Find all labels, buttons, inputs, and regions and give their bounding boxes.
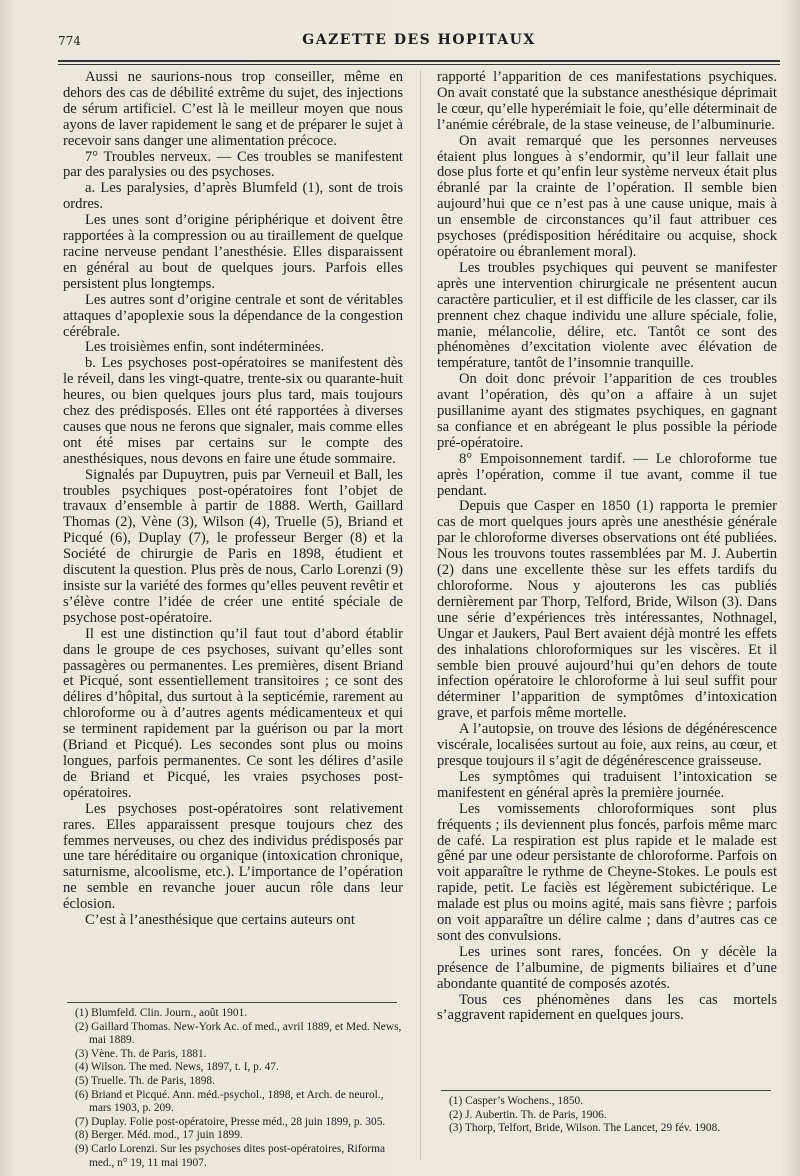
paragraph: Aussi ne saurions-nous trop conseiller, même en dehors des cas de débilité extrême du sujet, des injections de sérum artificiel. C’est là le meilleur moyen que nous ayons de laver rapidement le sang et de préparer le sujet à recevoir sans danger une alimentation précoce. xyxy=(63,69,403,149)
paragraph: Depuis que Casper en 1850 (1) rapporta le premier cas de mort quelques jours après une anesthésie générale par le chloroforme diverses observations ont été publiées. Nous les trouvons toutes rassemblées par M. J. Aubertin (2) dans une excellente thèse sur les effets tardifs du chloroforme. Nous y ajouterons les cas publiés dernièrement par Thorp, Telford, Bride, Wilson (3). Dans une série d’expériences très intéressantes, Nothnagel, Ungar et Jaukers, Paul Bert avaient déjà montré les effets des inhalations chloroformiques sur les viscères. Et il semble bien prouvé aujourd’hui qu’en dehors de toute infection opératoire le chloroforme à lui seul suffit pour déterminer l’apparition de symptômes d’intoxication grave, et parfois même mortelle. xyxy=(437,498,777,722)
paragraph: On avait remarqué que les personnes nerveuses étaient plus longues à s’endormir, qu’il leur fallait une dose plus forte et qu’enfin leur système nerveux était plus ébranlé par la crainte de l’opération. Il semble bien aujourd’hui que ce n’est pas à une cause unique, mais à un ensemble de circonstances qu’il faut attribuer ces psychoses (prédisposition héréditaire ou acquise, shock opératoire ou ébranlement moral). xyxy=(437,132,777,260)
paragraph: Les unes sont d’origine périphérique et doivent être rapportées à la compression ou au tiraillement de quelque racine nerveuse pendant l’anesthésie. Elles disparaissent en général au bout de quelques jours. Parfois elles persistent plus longtemps. xyxy=(63,212,403,292)
paragraph: 7° Troubles nerveux. — Ces troubles se manifestent par des paralysies ou des psychoses. xyxy=(63,148,403,181)
paragraph: Tous ces phénomènes dans les cas mortels s’aggravent rapidement en quelques jours. xyxy=(437,991,777,1024)
footnote: (4) Wilson. The med. News, 1897, t. I, p. 47. xyxy=(75,1061,279,1074)
paragraph: rapporté l’apparition de ces manifestations psychiques. On avait constaté que la substance anesthésique déprimait le cœur, qu’elle hyperémiait le foie, qu’elle déterminait de l’anémie cérébrale, de la stase veineuse, de l’albuminurie. xyxy=(437,69,777,133)
column-divider xyxy=(420,70,421,1160)
paragraph: Les troubles psychiques qui peuvent se manifester après une intervention chirurgicale ne présentent aucun caractère particulier, et il est difficile de les classer, car ils prennent chez chaque individu une allure spéciale, folie, manie, mélancolie, délire, etc. Tantôt ce sont des phénomènes d’excitation violente avec élévation de température, tantôt de l’insomnie tranquille. xyxy=(437,259,777,372)
footnote: (5) Truelle. Th. de Paris, 1898. xyxy=(75,1074,215,1087)
page-header xyxy=(58,30,780,56)
right-footnotes xyxy=(437,1090,777,1136)
header-rule-thin xyxy=(58,64,780,65)
paragraph: a. Les paralysies, d’après Blumfeld (1), sont de trois ordres. xyxy=(63,180,403,213)
footnote: (3) Vène. Th. de Paris, 1881. xyxy=(75,1047,207,1060)
footnote: (6) Briand et Picqué. Ann. méd.-psychol., 1898, et Arch. de neurol., mars 1903, p. 209. xyxy=(75,1088,384,1115)
paragraph: Les urines sont rares, foncées. On y décèle la présence de l’albumine, de pigments biliaires et d’une abondante quantité de composés azotés. xyxy=(437,943,777,992)
paragraph: 8° Empoisonnement tardif. — Le chloroforme tue après l’opération, comme il tue avant, comme il tue pendant. xyxy=(437,450,777,499)
paragraph: Les psychoses post-opératoires sont relativement rares. Elles apparaissent presque toujours chez des femmes nerveuses, ou chez des individus prédisposés par une tare héréditaire ou organique (intoxication chronique, saturnisme, alcoolisme, etc.). L’importance de l’opération ne semble en revanche jouer aucun rôle dans leur éclosion. xyxy=(63,800,403,913)
paragraph: Les troisièmes enfin, sont indéterminées. xyxy=(85,339,325,356)
footnote: (3) Thorp, Telfort, Bride, Wilson. The Lancet, 29 fév. 1908. xyxy=(449,1122,721,1135)
paragraph: Signalés par Dupuytren, puis par Verneuil et Ball, les troubles psychiques post-opératoires font l’objet de travaux d’ensemble à partir de 1888. Werth, Gaillard Thomas (2), Vène (3), Wilson (4), Truelle (5), Briand et Picqué (6), Duplay (7), le professeur Berger (8) et la Société de chirurgie de Paris en 1898, étudient et discutent la question. Plus près de nous, Carlo Lorenzi (9) insiste sur la variété des formes qu’elles peuvent revêtir et s’élève contre l’idée de créer une entité spéciale de psychose post-opératoire. xyxy=(63,466,403,626)
footnote: (1) Casper’s Wochens., 1850. xyxy=(449,1095,584,1107)
header-rule xyxy=(58,60,780,62)
footnote: (2) Gaillard Thomas. New-York Ac. of med., avril 1889, et Med. News, mai 1889. xyxy=(75,1020,402,1047)
footnote: (2) J. Aubertin. Th. de Paris, 1906. xyxy=(449,1108,607,1121)
footnote: (1) Blumfeld. Clin. Journ., août 1901. xyxy=(75,1007,248,1019)
footnote-rule xyxy=(441,1090,771,1091)
paragraph: On doit donc prévoir l’apparition de ces troubles avant l’opération, dès qu’on a affaire à un sujet pusillanime ayant des stigmates psychiques, en gagnant sa confiance et en abrégeant le plus possible la période pré-opératoire. xyxy=(437,371,777,451)
left-column xyxy=(63,70,403,929)
footnote-rule xyxy=(67,1002,397,1003)
footnote: (9) Carlo Lorenzi. Sur les psychoses dites post-opératoires, Riforma med., n° 19, 11 mai 1907. xyxy=(75,1142,386,1169)
paragraph: Les autres sont d’origine centrale et sont de véritables attaques d’apoplexie sous la dépendance de la congestion cérébrale. xyxy=(63,291,403,340)
paragraph: Les vomissements chloroformiques sont plus fréquents ; ils deviennent plus foncés, parfois même marc de café. La respiration est plus rapide et le malade est gêné par une odeur persistante de chloroforme. Parfois on voit apparaître le rythme de Cheyne-Stokes. Le pouls est rapide, petit. Le faciès est légèrement subictérique. Le malade est plus ou moins agité, mais sans fièvre ; parfois on voit apparaître un délire calme ; dans d’autres cas ce sont des convulsions. xyxy=(437,800,777,944)
left-footnotes xyxy=(63,1002,403,1170)
footnote: (8) Berger. Méd. mod., 17 juin 1899. xyxy=(75,1129,243,1142)
paragraph: C’est à l’anesthésique que certains auteurs ont xyxy=(85,912,355,929)
right-column xyxy=(437,70,777,1024)
paragraph: b. Les psychoses post-opératoires se manifestent dès le réveil, dans les vingt-quatre, trente-six ou quarante-huit heures, ou bien quelques jours plus tard, mais toujours chez des prédisposés. Elles ont été rapportées à diverses causes que nous ne ferons que signaler, mais comme elles ont été mises par certains sur le compte des anesthésiques, nous devons en faire une étude sommaire. xyxy=(63,355,403,467)
paragraph: Il est une distinction qu’il faut tout d’abord établir dans le groupe de ces psychoses, suivant qu’elles sont passagères ou permanentes. Les premières, disent Briand et Picqué, sont essentiellement transitoires ; ce sont des délires d’hôpital, dus surtout à la septicémie, rarement au chloroforme ou à d’autres agents médicamenteux et qui se terminent rapidement par la guérison ou par la mort (Briand et Picqué). Les secondes sont plus ou moins longues, parfois permanentes. Ce sont les délires d’asile de Briand et Picqué, les vraies psychoses post-opératoires. xyxy=(63,625,403,801)
page-number: 774 xyxy=(58,34,81,48)
paragraph: A l’autopsie, on trouve des lésions de dégénérescence viscérale, localisées surtout au foie, aux reins, au cœur, et presque toujours il s’agit de dégénérescence graisseuse. xyxy=(437,721,777,769)
journal-title: GAZETTE DES HOPITAUX xyxy=(302,32,536,48)
footnote: (7) Duplay. Folie post-opératoire, Presse méd., 28 juin 1899, p. 305. xyxy=(75,1115,386,1128)
paragraph: Les symptômes qui traduisent l’intoxication se manifestent en général après la première journée. xyxy=(437,768,777,801)
